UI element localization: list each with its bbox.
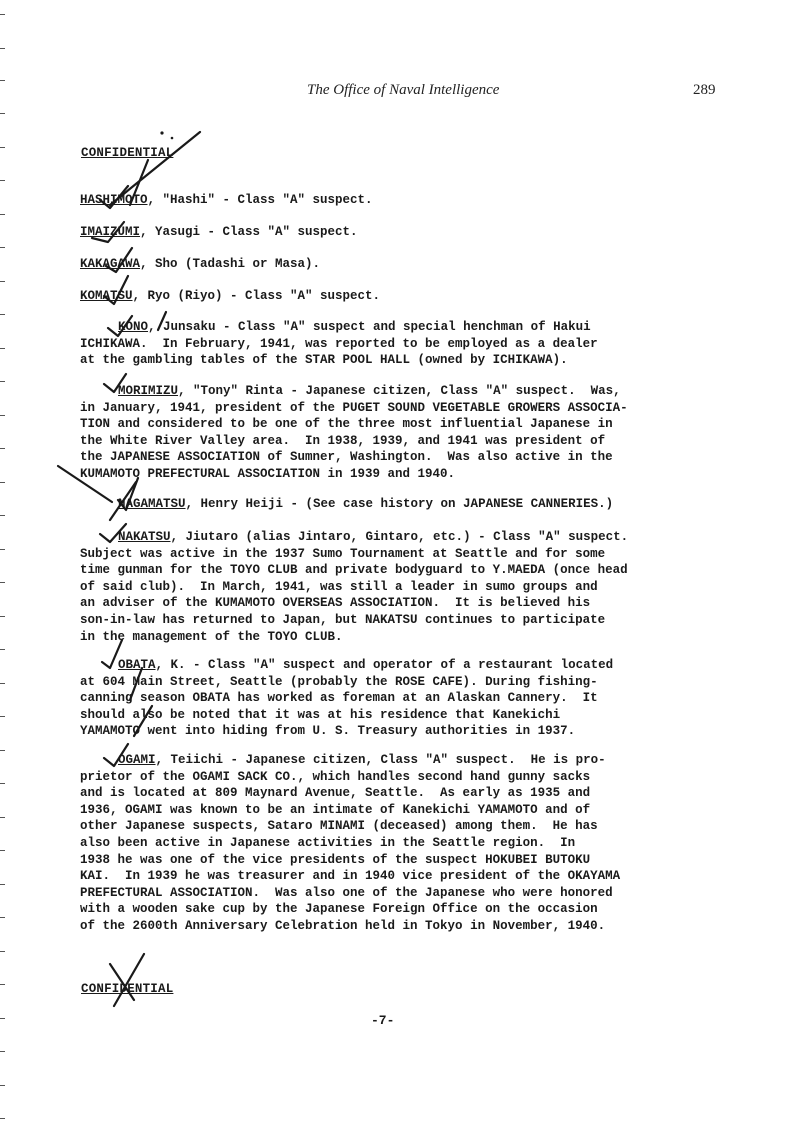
entry-line: , Sho (Tadashi or Masa). <box>140 257 321 271</box>
entry-line: , Teiichi - Japanese citizen, Class "A" suspect. He is pro- <box>155 753 606 767</box>
entry-line: Subject was active in the 1937 Sumo Tournament at Seattle and for some <box>80 546 606 561</box>
entry-name: KOMATSU <box>80 289 133 303</box>
entry-name: NAKATSU <box>118 530 171 544</box>
entry-line: , Yasugi - Class "A" suspect. <box>140 225 358 239</box>
entry-line: also been active in Japanese activities in the Seattle region. In <box>80 835 576 850</box>
entry-line: 1936, OGAMI was known to be an intimate of Kanekichi YAMAMOTO and of <box>80 802 591 817</box>
entry-line: YAMAMOTO went into hiding from U. S. Treasury authorities in 1937. <box>80 724 576 739</box>
entry-hashimoto <box>80 192 670 209</box>
entry-line: with a wooden sake cup by the Japanese Foreign Office on the occasion <box>80 902 598 917</box>
document-page-number: -7- <box>371 1013 395 1028</box>
entry-name: IMAIZUMI <box>80 225 141 239</box>
entry-name: OGAMI <box>118 753 156 767</box>
entry-line: in the management of the TOYO CLUB. <box>80 629 343 644</box>
entry-imaizumi <box>80 224 670 241</box>
entry-line: 1938 he was one of the vice presidents of the suspect HOKUBEI BUTOKU <box>80 852 591 867</box>
entry-line: , K. - Class "A" suspect and operator of a restaurant located <box>155 658 614 672</box>
entry-morimizu <box>80 383 670 483</box>
entry-nagamatsu <box>80 496 670 513</box>
entry-line: should also be noted that it was at his residence that Kanekichi <box>80 707 561 722</box>
entry-nakatsu <box>80 529 670 645</box>
entry-line: canning season OBATA has worked as foreman at an Alaskan Cannery. It <box>80 691 598 706</box>
confidential-stamp-top: CONFIDENTIAL <box>81 146 174 160</box>
entry-line: time gunman for the TOYO CLUB and private bodyguard to Y.MAEDA (once head <box>80 563 628 578</box>
entry-line: , Junsaku - Class "A" suspect and special henchman of Hakui <box>148 320 591 334</box>
entry-line: , Jiutaro (alias Jintaro, Gintaro, etc.) - Class "A" suspect. <box>170 530 629 544</box>
entry-name: KONO <box>118 320 149 334</box>
entry-kono <box>80 319 670 369</box>
entry-line: ICHIKAWA. In February, 1941, was reported to be employed as a dealer <box>80 336 598 351</box>
entry-name: OBATA <box>118 658 156 672</box>
running-head <box>0 82 800 102</box>
entry-ogami <box>80 752 670 935</box>
entry-line: of said club). In March, 1941, was still a leader in sumo groups and <box>80 579 598 594</box>
entry-obata <box>80 657 670 740</box>
entry-line: KAI. In 1939 he was treasurer and in 1940 vice president of the OKAYAMA <box>80 869 621 884</box>
book-title: The Office of Naval Intelligence <box>307 82 500 98</box>
book-page-number: 289 <box>693 82 716 98</box>
entry-line: of the 2600th Anniversary Celebration held in Tokyo in November, 1940. <box>80 918 606 933</box>
entry-line: , Henry Heiji - (See case history on JAPANESE CANNERIES.) <box>185 497 614 511</box>
confidential-stamp-bottom: CONFIDENTIAL <box>81 982 174 996</box>
entry-name: MORIMIZU <box>118 384 179 398</box>
entry-line: , "Tony" Rinta - Japanese citizen, Class "A" suspect. Was, <box>178 384 621 398</box>
page-edge-ticks <box>0 0 6 1134</box>
entry-line: prietor of the OGAMI SACK CO., which handles second hand gunny sacks <box>80 769 591 784</box>
entry-name: KAKAGAWA <box>80 257 141 271</box>
entry-line: the White River Valley area. In 1938, 1939, and 1941 was president of <box>80 433 606 448</box>
entry-line: KUMAMOTO PREFECTURAL ASSOCIATION in 1939 and 1940. <box>80 466 456 481</box>
entry-line: and is located at 809 Maynard Avenue, Seattle. As early as 1935 and <box>80 786 591 801</box>
entry-line: in January, 1941, president of the PUGET SOUND VEGETABLE GROWERS ASSOCIA- <box>80 400 628 415</box>
slash-bottom-1 <box>114 954 144 1006</box>
entry-line: an adviser of the KUMAMOTO OVERSEAS ASSOCIATION. It is believed his <box>80 596 591 611</box>
entry-line: at 604 Main Street, Seattle (probably the ROSE CAFE). During fishing- <box>80 674 598 689</box>
entry-line: , "Hashi" - Class "A" suspect. <box>147 193 373 207</box>
entry-name: HASHIMOTO <box>80 193 148 207</box>
entry-line: at the gambling tables of the STAR POOL HALL (owned by ICHIKAWA). <box>80 353 568 368</box>
entry-line: , Ryo (Riyo) - Class "A" suspect. <box>132 289 381 303</box>
entry-kakagawa <box>80 256 670 273</box>
entry-komatsu <box>80 288 670 305</box>
entry-name: NAGAMATSU <box>118 497 186 511</box>
entry-line: the JAPANESE ASSOCIATION of Sumner, Washington. Was also active in the <box>80 450 613 465</box>
entry-line: TION and considered to be one of the three most influential Japanese in <box>80 417 613 432</box>
entry-line: other Japanese suspects, Sataro MINAMI (deceased) among them. He has <box>80 819 598 834</box>
entry-line: son-in-law has returned to Japan, but NAKATSU continues to participate <box>80 612 606 627</box>
entry-line: PREFECTURAL ASSOCIATION. Was also one of the Japanese who were honored <box>80 885 613 900</box>
